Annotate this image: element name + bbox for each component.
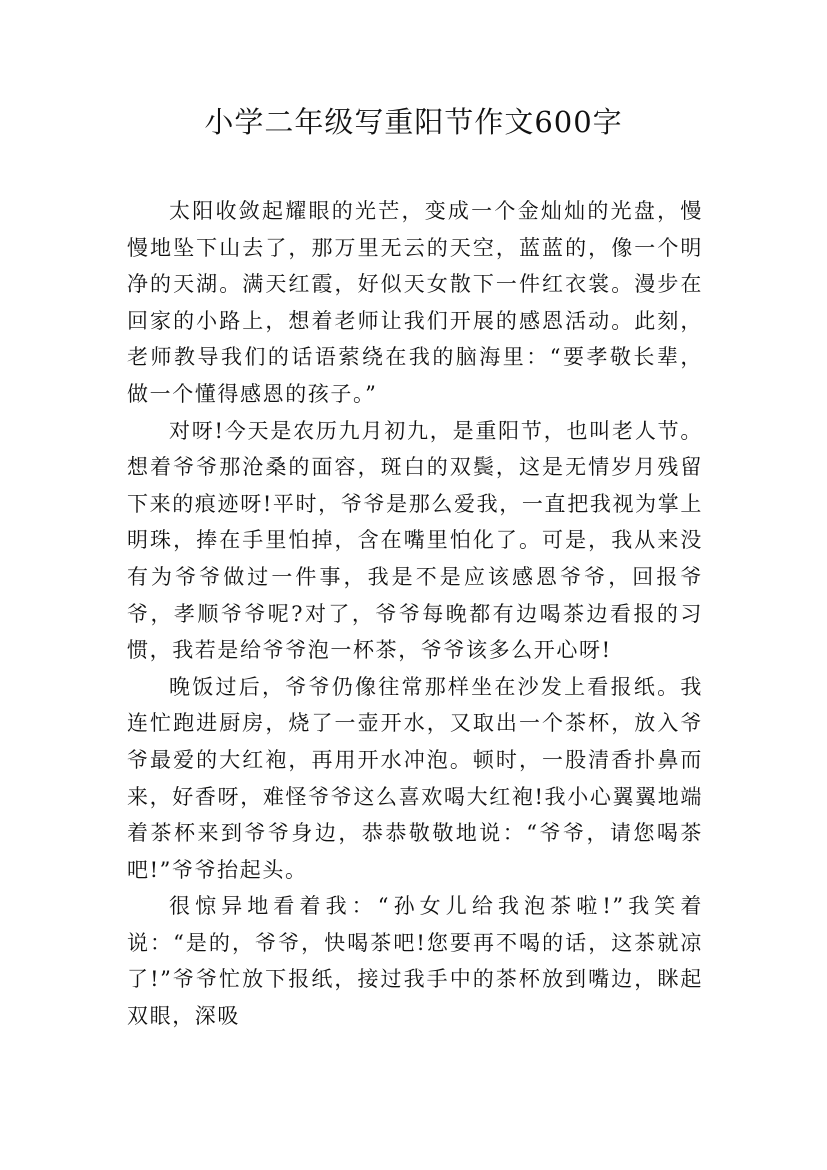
paragraph-4: 很惊异地看着我：“孙女儿给我泡茶啦!”我笑着说：“是的，爷爷，快喝茶吧!您要再不喝的话，这茶就凉了!”爷爷忙放下报纸，接过我手中的茶杯放到嘴边，眯起双眼，深吸 — [127, 894, 703, 1029]
paragraph-1: 太阳收敛起耀眼的光芒，变成一个金灿灿的光盘，慢慢地坠下山去了，那万里无云的天空，蓝蓝的，像一个明净的天湖。满天红霞，好似天女散下一件红衣裳。漫步在回家的小路上，想着老师让我们开展的感恩活动。此刻，老师教导我们的话语萦绕在我的脑海里：“要孝敬长辈，做一个懂得感恩的孩子。” — [127, 199, 703, 406]
document-title: 小学二年级写重阳节作文600字 — [204, 105, 623, 139]
paragraph-3: 晚饭过后，爷爷仍像往常那样坐在沙发上看报纸。我连忙跑进厨房，烧了一壶开水，又取出一个茶杯，放入爷爷最爱的大红袍，再用开水冲泡。顿时，一股清香扑鼻而来，好香呀，难怪爷爷这么喜欢喝大红袍!我小心翼翼地端着茶杯来到爷爷身边，恭恭敬敬地说：“爷爷，请您喝茶吧!”爷爷抬起头。 — [127, 674, 703, 882]
paragraph-2: 对呀!今天是农历九月初九，是重阳节，也叫老人节。想着爷爷那沧桑的面容，斑白的双鬓，这是无情岁月残留下来的痕迹呀!平时，爷爷是那么爱我，一直把我视为掌上明珠，捧在手里怕掉，含在嘴里怕化了。可是，我从来没有为爷爷做过一件事，我是不是应该感恩爷爷，回报爷爷，孝顺爷爷呢?对了，爷爷每晚都有边喝茶边看报的习惯，我若是给爷爷泡一杯茶，爷爷该多么开心呀! — [127, 418, 703, 663]
document-body — [127, 193, 703, 1035]
